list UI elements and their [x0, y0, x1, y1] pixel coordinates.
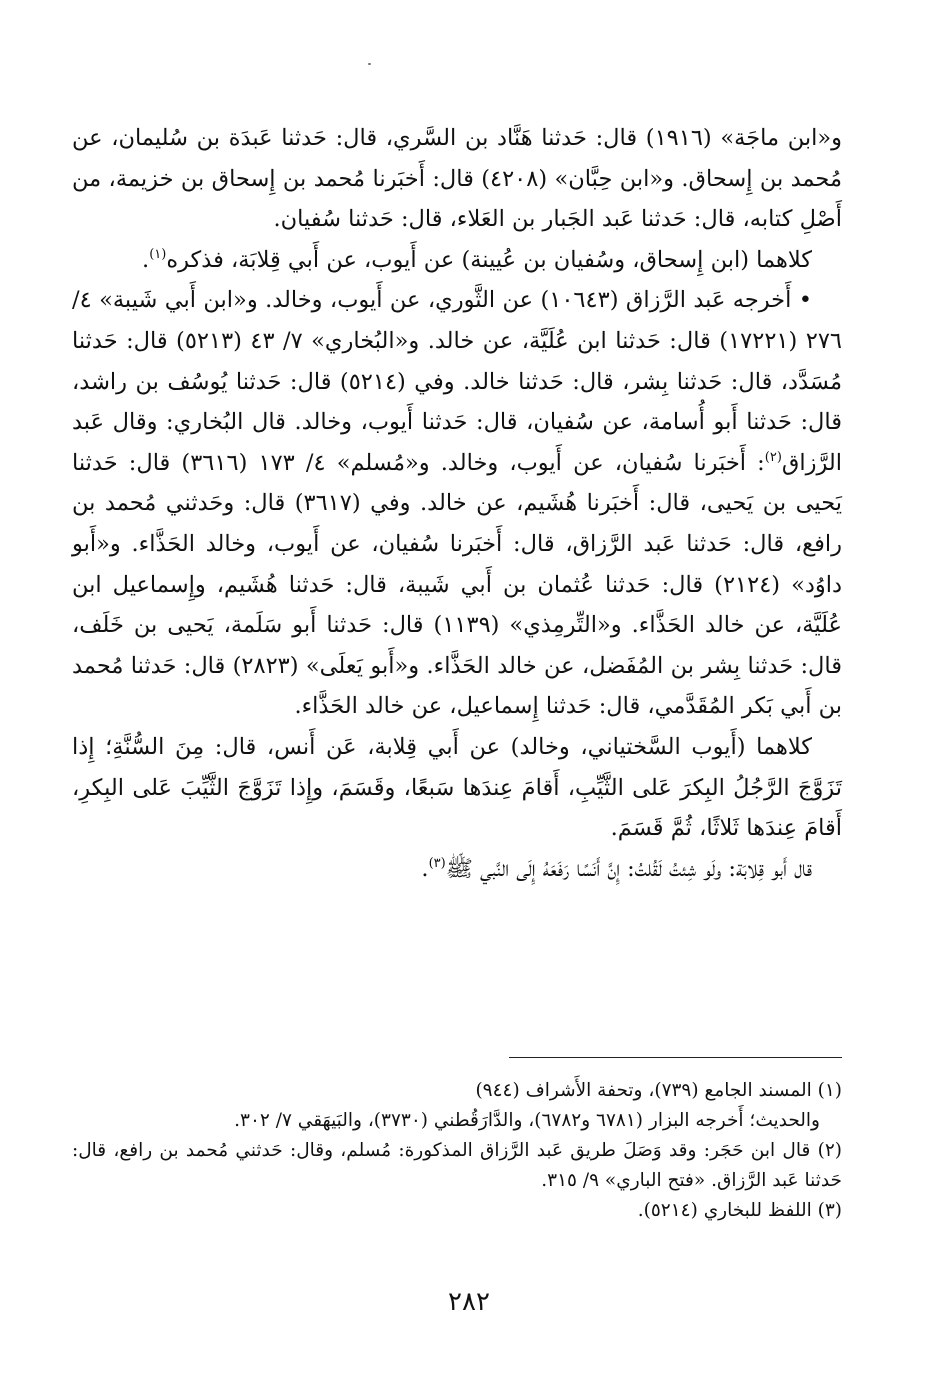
footnote-1-number: (١): [817, 1080, 842, 1101]
footnote-divider: [509, 1057, 842, 1058]
paragraph-1: [72, 118, 842, 240]
paragraph-2: [72, 240, 842, 281]
footnote-1-continuation: والحديث؛ أَخرجه البزار (٦٧٨١ و٦٧٨٢)، والدَّارَقُطني (٣٧٣٠)، والبَيهَقي ٧/ ٣٠٢.: [234, 1110, 820, 1131]
paragraph-5-text: قال أَبو قِلابَة: ولَو شِئتُ لَقُلتُ: إِنَّ أَنَسًا رَفَعَهُ إِلَى النَّبي ﷺ: [445, 855, 812, 882]
footnote-3-number: (٣): [817, 1200, 842, 1221]
footnote-1-text: المسند الجامع (٧٣٩)، وتحفة الأَشراف (٩٤٤): [475, 1080, 812, 1101]
footnote-2: [72, 1136, 842, 1196]
paragraph-3-tail: : أَخبَرنا سُفيان، عن أَيوب، وخالد. و«مُسلم» ٤/ ١٧٣ (٣٦١٦) قال: حَدثنا يَحيى بن يَحيى، قال: أَخبَرنا هُشَيم، عن خالد. وفي (٣٦١٧) قال: وحَدثني مُحمد بن رافع، قال: حَدثنا عَبد الرَّزاق، قال: أَخبَرنا سُفيان، عن أَيوب، وخالد الحَذَّاء. و«أَبو داوُد» (٢١٢٤) قال: حَدثنا عُثمان بن أَبي شَيبة، قال: حَدثنا هُشَيم، وإِسماعيل ابن عُلَيَّة، عن خالد الحَذَّاء. و«التِّرمِذي» (١١٣٩) قال: حَدثنا أَبو سَلَمة، يَحيى بن خَلَف، قال: حَدثنا بِشر بن المُفَضل، عن خالد الحَذَّاء. و«أَبو يَعلَى» (٢٨٢٣) قال: حَدثنا مُحمد بن أَبي بَكر المُقَدَّمي، قال: حَدثنا إِسماعيل، عن خالد الحَذَّاء.: [72, 449, 842, 720]
footnote-ref-1[interactable]: (١): [149, 246, 167, 262]
footnote-3-text: اللفظ للبخاري (٥٢١٤).: [637, 1200, 812, 1221]
paragraph-3-text: • أَخرجه عَبد الرَّزاق (١٠٦٤٣) عن الثَّوري، عن أَيوب، وخالد. و«ابن أَبي شَيبة» ٤/ ٢٧٦ (١٧٢٢١) قال: حَدثنا ابن عُلَيَّة، عن خالد. و«البُخاري» ٧/ ٤٣ (٥٢١٣) قال: حَدثنا مُسَدَّد، قال: حَدثنا بِشر، قال: حَدثنا خالد. وفي (٥٢١٤) قال: حَدثنا يُوسُف بن راشد، قال: حَدثنا أَبو أُسامة، عن سُفيان، قال: حَدثنا أَيوب، وخالد. قال البُخاري: وقال عَبد الرَّزاق: [72, 287, 843, 476]
paragraph-4: [72, 727, 842, 849]
paragraph-2-tail: .: [142, 246, 150, 273]
paragraph-2-text: كلاهما (ابن إِسحاق، وسُفيان بن عُيينة) عن أَيوب، عن أَبي قِلابَة، فذكره: [166, 246, 812, 273]
paragraph-4-text: كلاهما (أَيوب السَّختياني، وخالد) عن أَبي قِلابة، عَن أَنس، قال: مِنَ السُّنَّةِ؛ إِذا تَزَوَّجَ الرَّجُلُ البِكرَ عَلى الثَّيِّبِ، أَقامَ عِندَها سَبعًا، وقَسَمَ، وإِذا تَزَوَّجَ الثَّيِّبَ عَلى البِكرِ، أَقامَ عِندَها ثَلاثًا، ثُمَّ قَسَمَ.: [72, 733, 842, 842]
footnote-2-text: قال ابن حَجَر: وقد وَصَلَ طريق عَبد الرَّزاق المذكورة: مُسلم، وقال: حَدثني مُحمد بن رافع، قال: حَدثنا عَبد الرَّزاق. «فتح الباري» ٩/ ٣١٥.: [72, 1140, 842, 1191]
footnote-2-number: (٢): [817, 1140, 842, 1161]
footnote-ref-3[interactable]: (٣): [428, 855, 446, 871]
main-text: [72, 118, 842, 889]
footnote-1: [72, 1076, 842, 1136]
paragraph-5: [72, 849, 842, 890]
footnote-ref-2[interactable]: (٢): [764, 449, 782, 465]
paragraph-5-tail: .: [421, 855, 429, 882]
scan-speck: [368, 63, 371, 65]
footnote-3: [72, 1196, 842, 1226]
footnotes: [72, 1076, 842, 1226]
paragraph-1-text: و«ابن ماجَة» (١٩١٦) قال: حَدثنا هَنَّاد بن السَّري، قال: حَدثنا عَبدَة بن سُليمان، عن مُحمد بن إِسحاق. و«ابن حِبَّان» (٤٢٠٨) قال: أَخبَرنا مُحمد بن إِسحاق بن خزيمة، من أَصْلِ كتابه، قال: حَدثنا عَبد الجَبار بن العَلاء، قال: حَدثنا سُفيان.: [72, 125, 843, 233]
paragraph-3: [72, 280, 842, 727]
page-number: ٢٨٢: [448, 1287, 490, 1317]
